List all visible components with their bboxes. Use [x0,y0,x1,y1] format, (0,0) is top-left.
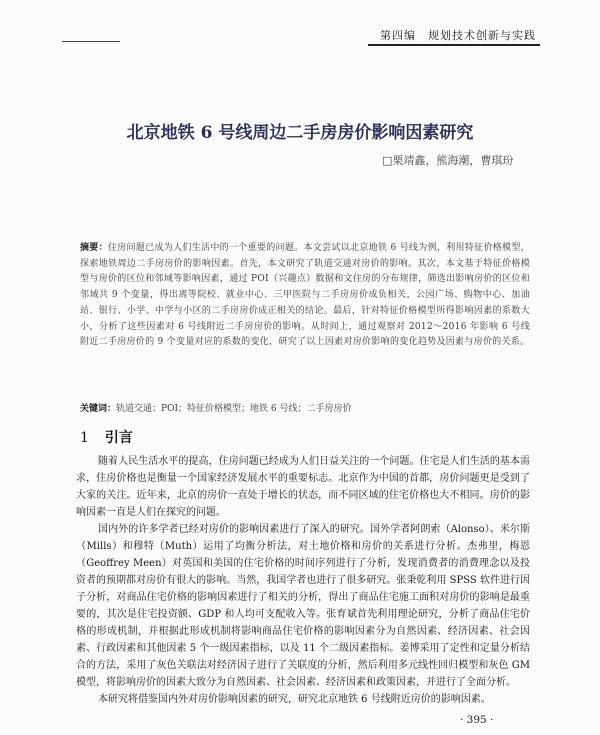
running-title: 第四编 规划技术创新与实践 [380,29,536,42]
header-rule [368,44,540,46]
article-authors: □栗靖鑫，熊海潮，曹琪玢 [382,154,514,167]
keywords [80,401,530,414]
keywords-text: 轨道交通；POI；特征价格模型；地铁 6 号线；二手房房价 [116,404,352,414]
page-number: · 395 · [460,714,494,726]
paragraph: 本研究将借鉴国内外对房价影响因素的研究，研究北京地铁 6 号线附近房价的影响因素。 [98,694,491,705]
section-title: 引言 [104,430,133,446]
header-left-rule [62,41,120,42]
abstract-text: 住房问题已成为人们生活中的一个重要的问题。本文尝试以北京地铁 6 号线为例，利用特征价格模型，探索地铁周边二手房房价的影响因素。首先，本文研究了轨道交通对房价的影响。其次，本文基于特征价格模型与房价的区位和邻域等影响因素，通过 POI（兴趣点）数据和文住房的分布规律，筛选出影响房价的区位和邻域共 9 个变量，得出离等院校、就业中心、三甲医院与二手房房价成负相关，公园广场、购物中心、加油站、银行、小学、中学与小区的二手房房价成正相关的结论。最后，针对特征价格模型所得影响因素的系数大小，分析了这些因素对 6 号线附近二手房房价的影响。从时间上，通过观察对 2012～2016 年影响 6 号线附近二手房房价的 9 个变量对应的系数的变化，研究了以上因素对房价影响的变化趋势及因素与房价的关系。 [80,243,530,348]
section-heading [80,427,133,447]
abstract [80,241,530,351]
abstract-label: 摘要： [80,243,108,253]
article-title: 北京地铁 6 号线周边二手房房价影响因素研究 [126,123,474,143]
paragraph: 国内外的许多学者已经对房价的影响因素进行了深入的研究。国外学者阿朗索（Alonso）、米尔斯（Mills）和穆特（Muth）运用了均衡分析法，对土地价格和房价的关系进行分析。杰弗里，梅恩（Geoffrey Meen）对英国和美国的住宅价格的时间序列进行了分析，发现消费者的消费理念以及投资者的预期都对房价有很大的影响。当然，我国学者也进行了很多研究。张秉乾利用 SPSS 软件进行因子分析，对商品住宅价格的影响因素进行了相关的分析，得出了商品住宅施工面积对房价的影响是最重要的，其次是住宅投资额、GDP 和人均可支配收入等。张育斌首先利用理论研究，分析了商品住宅价格的形成机制，并根据此形成机制将影响商品住宅价格的影响因素分为自然因素、经济因素、社会因素、行政因素和其他因素 5 个一级因素指标，以及 11 个二级因素指标。姜博采用了定性和定量分析结合的方法，采用了灰色关联法对经济因子进行了关联度的分析，然后利用多元线性回归模型和灰色 GM 模型，将影响房价的因素大致分为自然因素、社会因素、经济因素和政策因素，并进行了全面分析。 [76,524,530,688]
paragraph: 随着人民生活水平的提高，住房问题已经成为人们日益关注的一个问题。住宅是人们生活的基本需求，住房价格也是衡量一个国家经济发展水平的重要标志。北京作为中国的首都，房价问题更是受到了大家的关注。近年来，北京的房价一直处于增长的状态，而不同区域的住宅价格也大不相同。房价的影响因素一直是人们在探究的问题。 [76,456,530,518]
page-header [0,0,600,52]
body-text [76,453,530,708]
section-number: 1 [80,430,89,446]
keywords-label: 关键词： [80,404,117,414]
